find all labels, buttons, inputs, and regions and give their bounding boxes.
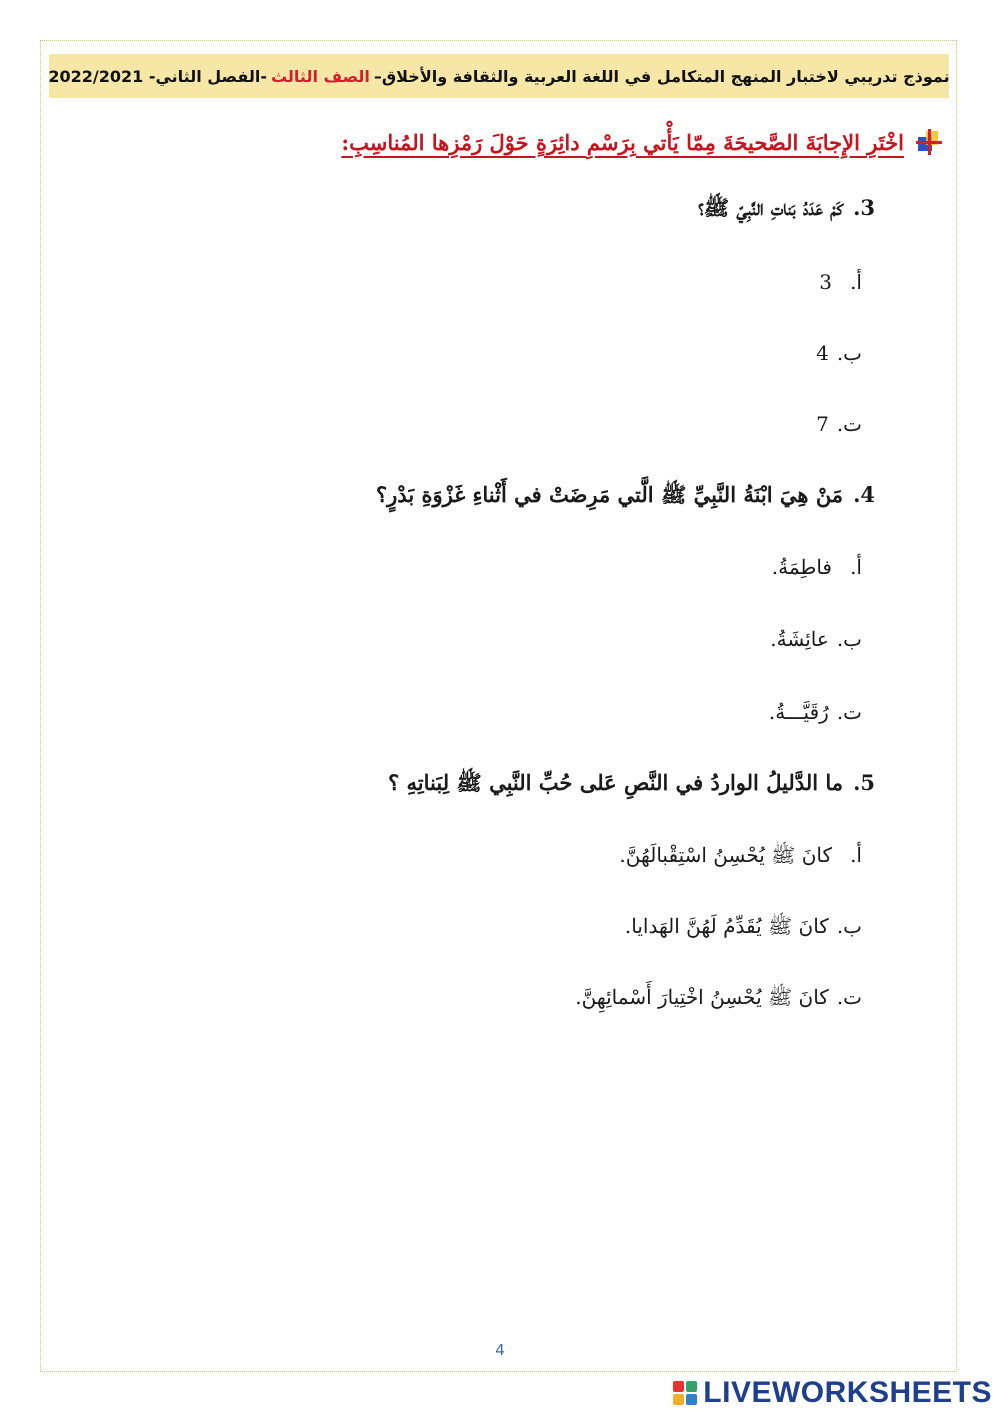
option-letter: ب.	[836, 914, 862, 938]
liveworksheets-logo[interactable]	[673, 1376, 992, 1410]
logo-text: LIVEWORKSHEETS	[703, 1376, 992, 1409]
question-text: ما الدَّليلُ الواردُ في النَّصِ عَلى حُبِّ النَّبِي ﷺ لِبَناتِهِ ؟	[388, 770, 844, 795]
option-5a[interactable]	[619, 843, 862, 872]
option-text: 7	[816, 412, 829, 436]
instruction-text: اخْتَرِ الإِجابَةَ الصَّحيحَةَ مِمّا يَأْتي بِرَسْمِ دائِرَةٍ حَوْلَ رَمْزِها المُناسِبِ:	[341, 129, 904, 155]
option-5c[interactable]	[575, 985, 862, 1014]
header-text-start: نموذج تدريبي لاختبار المنهج المتكامل في اللغة العربية والثقافة والأخلاق–	[373, 66, 950, 86]
header-grade: الصف الثالث	[270, 66, 370, 86]
option-letter: أ.	[850, 270, 862, 294]
option-4c[interactable]	[769, 700, 862, 724]
worksheet-header	[49, 54, 949, 98]
option-letter: أ.	[850, 843, 862, 867]
instruction-row	[341, 120, 942, 164]
option-letter: ب.	[836, 627, 862, 651]
option-text: 4	[816, 341, 829, 365]
question-text: كَمْ عَدَدُ بَناتِ النَّبِيّ ﷺ؟	[697, 195, 844, 220]
question-text: مَنْ هِيَ ابْنَةُ النَّبِيِّ ﷺ الَّتي مَرِضَتْ في أَثْناءِ غَزْوَةِ بَدْرٍ؟	[376, 482, 844, 507]
option-4b[interactable]	[770, 627, 862, 651]
option-5b[interactable]	[625, 914, 862, 943]
question-number: 3.	[853, 195, 875, 220]
option-text: 3	[819, 270, 832, 294]
option-text: عائِشَةُ.	[770, 627, 829, 651]
option-3c[interactable]	[816, 412, 862, 436]
bullet-icon	[916, 129, 942, 155]
logo-squares-icon	[673, 1381, 697, 1405]
option-text: كانَ ﷺ يُقَدِّمُ لَهُنَّ الهَدايا.	[624, 914, 829, 938]
option-text: رُقَيَّـــةُ.	[768, 700, 829, 724]
question-3	[698, 195, 875, 226]
option-letter: ت.	[836, 985, 862, 1009]
option-text: كانَ ﷺ يُحْسِنُ اسْتِقْبالَهُنَّ.	[619, 843, 832, 867]
option-3a[interactable]	[819, 270, 862, 294]
question-number: 4.	[853, 482, 875, 507]
page-number: 4	[495, 1341, 505, 1359]
option-text: كانَ ﷺ يُحْسِنُ اخْتِيارَ أَسْمائِهِنَّ.	[575, 985, 829, 1009]
option-4a[interactable]	[772, 555, 862, 579]
option-3b[interactable]	[816, 341, 862, 365]
option-letter: ت.	[836, 412, 862, 436]
header-text-end: -الفصل الثاني- 2022/2021	[48, 66, 267, 86]
option-text: فاطِمَةُ.	[771, 555, 832, 579]
option-letter: أ.	[850, 555, 862, 579]
question-5	[388, 770, 875, 801]
question-4	[376, 482, 875, 513]
question-number: 5.	[853, 770, 875, 795]
option-letter: ب.	[836, 341, 862, 365]
option-letter: ت.	[836, 700, 862, 724]
